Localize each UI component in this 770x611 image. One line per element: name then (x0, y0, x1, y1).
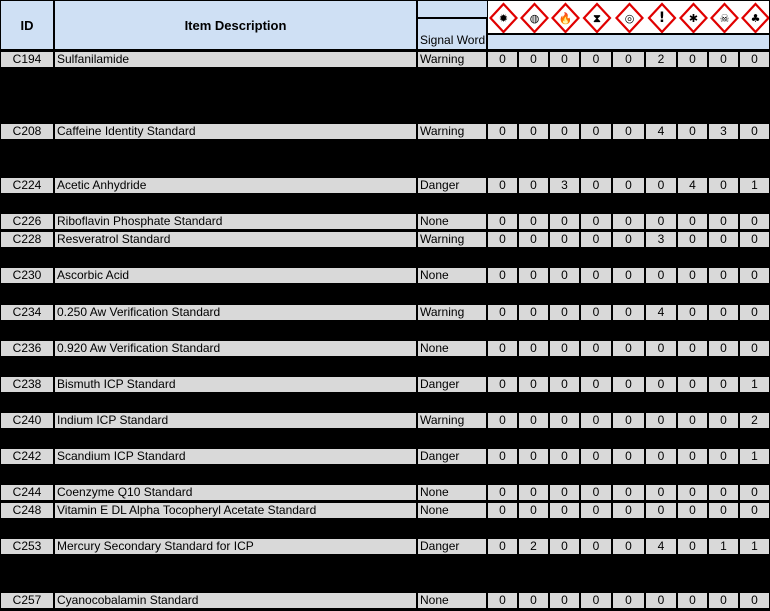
hazard-count: 4 (645, 123, 677, 140)
item-description: Resveratrol Standard (54, 231, 417, 248)
hazard-count: 0 (612, 304, 645, 321)
hazard-count: 0 (487, 484, 518, 501)
hazard-count: 0 (549, 502, 580, 519)
item-id: C242 (0, 448, 54, 465)
item-id: C240 (0, 412, 54, 429)
hazard-count: 0 (708, 502, 739, 519)
hazard-count: 0 (677, 502, 708, 519)
hazard-count: 0 (549, 213, 580, 230)
item-id: C224 (0, 177, 54, 194)
ghs-pictograms (488, 1, 770, 34)
hazard-count: 0 (645, 412, 677, 429)
item-description: Acetic Anhydride (54, 177, 417, 194)
hazard-count: 0 (487, 448, 518, 465)
item-description: 0.250 Aw Verification Standard (54, 304, 417, 321)
table-row (0, 538, 770, 555)
hazard-count: 0 (549, 304, 580, 321)
svg-text:♣: ♣ (750, 12, 761, 25)
signal-word: Danger (417, 448, 487, 465)
hazard-count: 0 (612, 213, 645, 230)
signal-word: Danger (417, 538, 487, 555)
environment-icon (743, 4, 769, 32)
hazard-count: 0 (518, 177, 549, 194)
hazard-count: 0 (549, 448, 580, 465)
signal-word: Warning (417, 231, 487, 248)
hazard-count: 0 (739, 484, 770, 501)
gas-cylinder-icon (522, 4, 548, 32)
hazard-count: 0 (518, 51, 549, 68)
header-pictogram-underband (487, 34, 770, 50)
hazard-count: 0 (677, 123, 708, 140)
hazard-count: 0 (549, 484, 580, 501)
hazard-count: 0 (487, 177, 518, 194)
svg-text:◍: ◍ (529, 12, 540, 25)
hazard-count: 0 (487, 304, 518, 321)
item-description: Bismuth ICP Standard (54, 376, 417, 393)
hazard-count: 0 (645, 448, 677, 465)
hazard-count: 0 (580, 376, 612, 393)
svg-text:✹: ✹ (498, 12, 509, 25)
hazard-count: 0 (487, 231, 518, 248)
table-row (0, 412, 770, 429)
hazard-count: 0 (518, 231, 549, 248)
hazard-count: 1 (739, 538, 770, 555)
item-description: Vitamin E DL Alpha Tocopheryl Acetate Standard (54, 502, 417, 519)
hazard-count: 0 (645, 376, 677, 393)
hazard-count: 0 (645, 177, 677, 194)
hazard-count: 0 (708, 51, 739, 68)
table-row (0, 502, 770, 519)
item-description: Caffeine Identity Standard (54, 123, 417, 140)
table-row (0, 592, 770, 609)
hazard-count: 0 (677, 538, 708, 555)
hazard-count: 0 (580, 51, 612, 68)
hazard-count: 0 (708, 412, 739, 429)
hazard-count: 0 (708, 448, 739, 465)
hazard-count: 2 (645, 51, 677, 68)
signal-word: Warning (417, 51, 487, 68)
hazard-count: 0 (549, 51, 580, 68)
hazard-count: 0 (677, 412, 708, 429)
hazard-count: 0 (580, 177, 612, 194)
svg-text:☠: ☠ (719, 12, 730, 25)
signal-word: None (417, 484, 487, 501)
hazard-count: 0 (580, 484, 612, 501)
hazard-count: 0 (677, 484, 708, 501)
hazard-count: 0 (518, 340, 549, 357)
hazard-count: 3 (645, 231, 677, 248)
signal-word: Warning (417, 304, 487, 321)
item-id: C253 (0, 538, 54, 555)
hazard-count: 0 (708, 177, 739, 194)
header-signal-word: Signal Word (417, 18, 487, 50)
hazard-count: 0 (580, 340, 612, 357)
hazard-count: 4 (677, 177, 708, 194)
hazard-count: 0 (677, 213, 708, 230)
hazard-count: 0 (549, 538, 580, 555)
hazard-count: 0 (645, 484, 677, 501)
item-description: Cyanocobalamin Standard (54, 592, 417, 609)
table-row (0, 376, 770, 393)
hazard-count: 0 (677, 231, 708, 248)
hazard-count: 0 (487, 592, 518, 609)
hazard-count: 0 (549, 376, 580, 393)
hazard-count: 4 (645, 304, 677, 321)
svg-text:◎: ◎ (624, 12, 635, 25)
hazard-count: 0 (708, 304, 739, 321)
hazard-count: 0 (677, 51, 708, 68)
hazard-count: 0 (518, 592, 549, 609)
hazard-count: 0 (739, 123, 770, 140)
hazard-count: 0 (580, 267, 612, 284)
item-description: Ascorbic Acid (54, 267, 417, 284)
hazard-count: 0 (708, 484, 739, 501)
flame-icon (553, 4, 579, 32)
hazard-count: 0 (612, 412, 645, 429)
hazard-count: 0 (708, 592, 739, 609)
table-row (0, 340, 770, 357)
hazard-count: 0 (612, 538, 645, 555)
hazard-count: 1 (739, 177, 770, 194)
hazard-count: 3 (549, 177, 580, 194)
hazard-count: 0 (708, 267, 739, 284)
hazard-count: 0 (518, 502, 549, 519)
hazard-count: 0 (612, 231, 645, 248)
item-description: Mercury Secondary Standard for ICP (54, 538, 417, 555)
item-id: C230 (0, 267, 54, 284)
hazard-count: 0 (612, 484, 645, 501)
item-id: C228 (0, 231, 54, 248)
table-row (0, 231, 770, 248)
hazard-count: 0 (677, 592, 708, 609)
svg-text:⧗: ⧗ (593, 12, 601, 25)
signal-word: None (417, 213, 487, 230)
item-description: Riboflavin Phosphate Standard (54, 213, 417, 230)
hazard-count: 0 (518, 412, 549, 429)
hazard-count: 0 (549, 340, 580, 357)
table-row (0, 213, 770, 230)
hazard-count: 0 (612, 51, 645, 68)
hazard-count: 0 (580, 592, 612, 609)
hazard-count: 0 (708, 340, 739, 357)
hazard-count: 0 (645, 592, 677, 609)
hazard-count: 0 (612, 448, 645, 465)
hazard-count: 0 (580, 448, 612, 465)
hazard-count: 0 (549, 231, 580, 248)
health-hazard-icon (681, 4, 707, 32)
item-id: C236 (0, 340, 54, 357)
item-description: Indium ICP Standard (54, 412, 417, 429)
hazard-count: 0 (487, 51, 518, 68)
hazard-count: 0 (580, 231, 612, 248)
hazard-count: 0 (487, 502, 518, 519)
hazard-count: 0 (487, 213, 518, 230)
hazard-count: 0 (708, 213, 739, 230)
hazard-count: 0 (580, 213, 612, 230)
svg-text:✱: ✱ (688, 12, 699, 25)
hazard-count: 4 (645, 538, 677, 555)
svg-text:🔥: 🔥 (558, 12, 573, 25)
table-row (0, 484, 770, 501)
table-row (0, 304, 770, 321)
skull-crossbones-icon (712, 4, 738, 32)
hazard-count: 0 (580, 502, 612, 519)
header-description: Item Description (54, 0, 417, 50)
hazard-count: 0 (549, 592, 580, 609)
pictogram-strip (487, 0, 770, 34)
hazard-count: 0 (612, 177, 645, 194)
hazard-count: 0 (580, 123, 612, 140)
item-id: C244 (0, 484, 54, 501)
hazard-count: 0 (518, 267, 549, 284)
hazard-count: 0 (487, 267, 518, 284)
hazard-count: 0 (487, 376, 518, 393)
hazard-count: 0 (580, 412, 612, 429)
signal-word: Warning (417, 412, 487, 429)
hazard-count: 0 (739, 502, 770, 519)
hazard-count: 0 (708, 231, 739, 248)
hazard-count: 0 (518, 213, 549, 230)
hazard-count: 0 (518, 484, 549, 501)
hazard-count: 0 (739, 592, 770, 609)
hazard-count: 0 (487, 340, 518, 357)
hazard-count: 0 (612, 340, 645, 357)
item-id: C257 (0, 592, 54, 609)
signal-word: None (417, 340, 487, 357)
hazard-count: 0 (645, 340, 677, 357)
item-id: C208 (0, 123, 54, 140)
hazard-count: 0 (677, 304, 708, 321)
item-id: C238 (0, 376, 54, 393)
hazard-count: 0 (549, 123, 580, 140)
hazard-count: 0 (612, 502, 645, 519)
header-id: ID (0, 0, 54, 50)
hazard-count: 2 (518, 538, 549, 555)
item-description: 0.920 Aw Verification Standard (54, 340, 417, 357)
hazard-count: 0 (487, 412, 518, 429)
hazard-count: 0 (739, 340, 770, 357)
corrosion-icon (584, 4, 610, 32)
svg-text:!: ! (658, 10, 666, 26)
item-id: C248 (0, 502, 54, 519)
item-description: Scandium ICP Standard (54, 448, 417, 465)
hazard-count: 1 (739, 376, 770, 393)
hazard-count: 0 (645, 267, 677, 284)
table-row (0, 267, 770, 284)
hazard-count: 0 (739, 231, 770, 248)
signal-word: Danger (417, 376, 487, 393)
hazard-count: 0 (580, 538, 612, 555)
hazard-count: 0 (708, 376, 739, 393)
item-description: Sulfanilamide (54, 51, 417, 68)
exclamation-icon (649, 4, 675, 32)
hazard-count: 0 (518, 448, 549, 465)
hazard-count: 0 (645, 213, 677, 230)
hazard-count: 0 (518, 123, 549, 140)
hazard-count: 0 (612, 267, 645, 284)
table-row (0, 448, 770, 465)
signal-word: None (417, 502, 487, 519)
hazard-count: 1 (739, 448, 770, 465)
hazard-count: 0 (739, 304, 770, 321)
table-row (0, 51, 770, 68)
explosive-icon (491, 4, 517, 32)
item-id: C226 (0, 213, 54, 230)
hazard-count: 1 (708, 538, 739, 555)
signal-word: None (417, 267, 487, 284)
hazard-count: 0 (677, 340, 708, 357)
hazard-count: 0 (677, 448, 708, 465)
hazard-count: 0 (549, 412, 580, 429)
hazard-count: 0 (518, 376, 549, 393)
hazard-count: 0 (487, 123, 518, 140)
signal-word: Danger (417, 177, 487, 194)
table-row (0, 123, 770, 140)
hazard-count: 2 (739, 412, 770, 429)
signal-word: Warning (417, 123, 487, 140)
item-id: C194 (0, 51, 54, 68)
hazard-count: 0 (739, 51, 770, 68)
hazard-count: 0 (677, 376, 708, 393)
hazard-count: 0 (739, 267, 770, 284)
hazard-count: 0 (518, 304, 549, 321)
hazard-count: 3 (708, 123, 739, 140)
item-description: Coenzyme Q10 Standard (54, 484, 417, 501)
flame-over-circle-icon (617, 4, 643, 32)
hazard-count: 0 (612, 376, 645, 393)
signal-word: None (417, 592, 487, 609)
hazard-count: 0 (612, 123, 645, 140)
hazard-count: 0 (739, 213, 770, 230)
item-id: C234 (0, 304, 54, 321)
hazard-count: 0 (645, 502, 677, 519)
hazard-count: 0 (677, 267, 708, 284)
hazard-count: 0 (549, 267, 580, 284)
table-row (0, 177, 770, 194)
hazard-count: 0 (612, 592, 645, 609)
hazard-count: 0 (580, 304, 612, 321)
hazard-count: 0 (487, 538, 518, 555)
